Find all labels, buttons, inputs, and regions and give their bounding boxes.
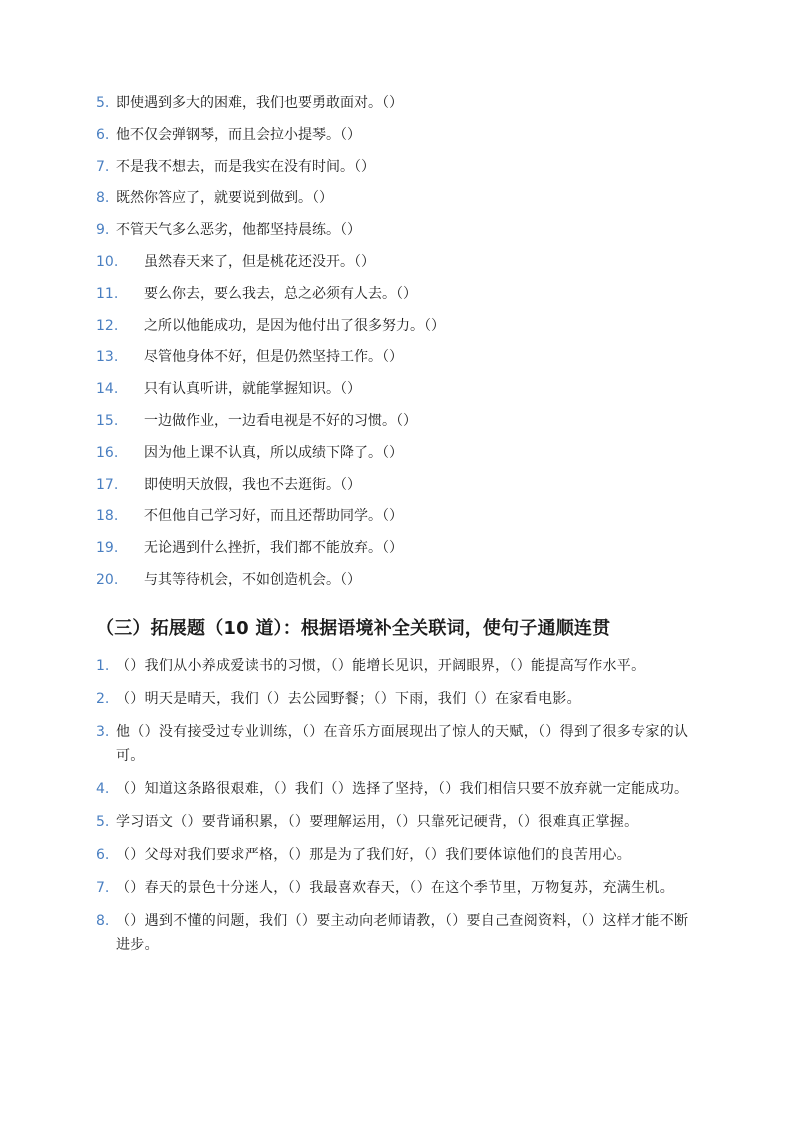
item-number: 20.: [96, 571, 119, 588]
item-text: 学习语文（）要背诵积累，（）要理解运用，（）只靠死记硬背，（）很难真正掌握。: [116, 814, 639, 830]
item-text: （）知道这条路很艰难，（）我们（）选择了坚持，（）我们相信只要不放弃就一定能成功。: [116, 781, 689, 797]
list-item: [96, 92, 736, 124]
list-item: [96, 810, 696, 834]
list-item: [96, 843, 696, 867]
item-text: 既然你答应了，就要说到做到。（）: [116, 190, 333, 207]
extension-question-list: [96, 654, 696, 966]
list-item: [96, 219, 736, 251]
item-number: 5.: [96, 95, 110, 111]
list-item: [96, 687, 696, 711]
judgment-question-list: [96, 92, 736, 601]
item-number: 18.: [96, 508, 119, 525]
item-text: 即使明天放假，我也不去逛街。（）: [144, 476, 361, 493]
item-number: 11.: [96, 285, 119, 302]
list-item: [96, 283, 736, 315]
item-number: 14.: [96, 381, 119, 398]
list-item: [96, 410, 736, 442]
item-number: 3.: [96, 724, 110, 740]
item-text: （）遇到不懂的问题，我们（）要主动向老师请教，（）要自己查阅资料，（）这样才能不断进步。: [116, 913, 689, 953]
item-text: 他不仅会弹钢琴，而且会拉小提琴。（）: [116, 126, 361, 143]
item-number: 7.: [96, 880, 110, 896]
item-text: （）春天的景色十分迷人，（）我最喜欢春天，（）在这个季节里，万物复苏，充满生机。: [116, 880, 674, 896]
item-number: 7.: [96, 158, 110, 175]
item-number: 13.: [96, 349, 119, 366]
list-item: [96, 505, 736, 537]
list-item: [96, 474, 736, 506]
list-item: [96, 251, 736, 283]
list-item: [96, 315, 736, 347]
item-text: 因为他上课不认真，所以成绩下降了。（）: [144, 444, 403, 461]
item-text: 只有认真听讲，就能掌握知识。（）: [144, 381, 361, 398]
section-heading: （三）拓展题（10 道）：根据语境补全关联词，使句子通顺连贯: [96, 618, 611, 639]
item-text: 要么你去，要么我去，总之必须有人去。（）: [144, 285, 417, 302]
item-text: 虽然春天来了，但是桃花还没开。（）: [144, 253, 375, 270]
list-item: [96, 876, 696, 900]
list-item: [96, 156, 736, 188]
list-item: [96, 654, 696, 678]
item-number: 5.: [96, 814, 110, 830]
item-text: 无论遇到什么挫折，我们都不能放弃。（）: [144, 540, 403, 557]
item-number: 16.: [96, 444, 119, 461]
list-item: [96, 187, 736, 219]
list-item: [96, 909, 696, 957]
list-item: [96, 777, 696, 801]
item-text: 即使遇到多大的困难，我们也要勇敢面对。（）: [116, 95, 403, 111]
item-number: 4.: [96, 781, 110, 797]
item-text: （）父母对我们要求严格，（）那是为了我们好，（）我们要体谅他们的良苦用心。: [116, 847, 632, 863]
list-item: [96, 346, 736, 378]
list-item: [96, 442, 736, 474]
item-text: 他（）没有接受过专业训练，（）在音乐方面展现出了惊人的天赋，（）得到了很多专家的认可。: [116, 724, 689, 764]
item-text: （）我们从小养成爱读书的习惯，（）能增长见识，开阔眼界，（）能提高写作水平。: [116, 658, 646, 674]
item-number: 8.: [96, 913, 110, 929]
item-number: 9.: [96, 222, 110, 239]
list-item: [96, 378, 736, 410]
list-item: [96, 720, 696, 768]
item-text: 不是我不想去，而是我实在没有时间。（）: [116, 158, 375, 175]
item-text: 尽管他身体不好，但是仍然坚持工作。（）: [144, 349, 403, 366]
item-text: 一边做作业，一边看电视是不好的习惯。（）: [144, 412, 417, 429]
item-number: 17.: [96, 476, 119, 493]
item-number: 8.: [96, 190, 110, 207]
item-number: 19.: [96, 540, 119, 557]
item-number: 6.: [96, 847, 110, 863]
item-number: 1.: [96, 658, 110, 674]
item-number: 10.: [96, 253, 119, 270]
item-text: 不但他自己学习好，而且还帮助同学。（）: [144, 508, 403, 525]
item-number: 15.: [96, 412, 119, 429]
item-text: 之所以他能成功，是因为他付出了很多努力。（）: [144, 317, 445, 334]
list-item: [96, 569, 736, 601]
item-number: 6.: [96, 126, 110, 143]
list-item: [96, 537, 736, 569]
item-text: （）明天是晴天，我们（）去公园野餐；（）下雨，我们（）在家看电影。: [116, 691, 581, 707]
item-number: 2.: [96, 691, 110, 707]
list-item: [96, 124, 736, 156]
item-text: 不管天气多么恶劣，他都坚持晨练。（）: [116, 222, 361, 239]
item-number: 12.: [96, 317, 119, 334]
item-text: 与其等待机会，不如创造机会。（）: [144, 571, 361, 588]
